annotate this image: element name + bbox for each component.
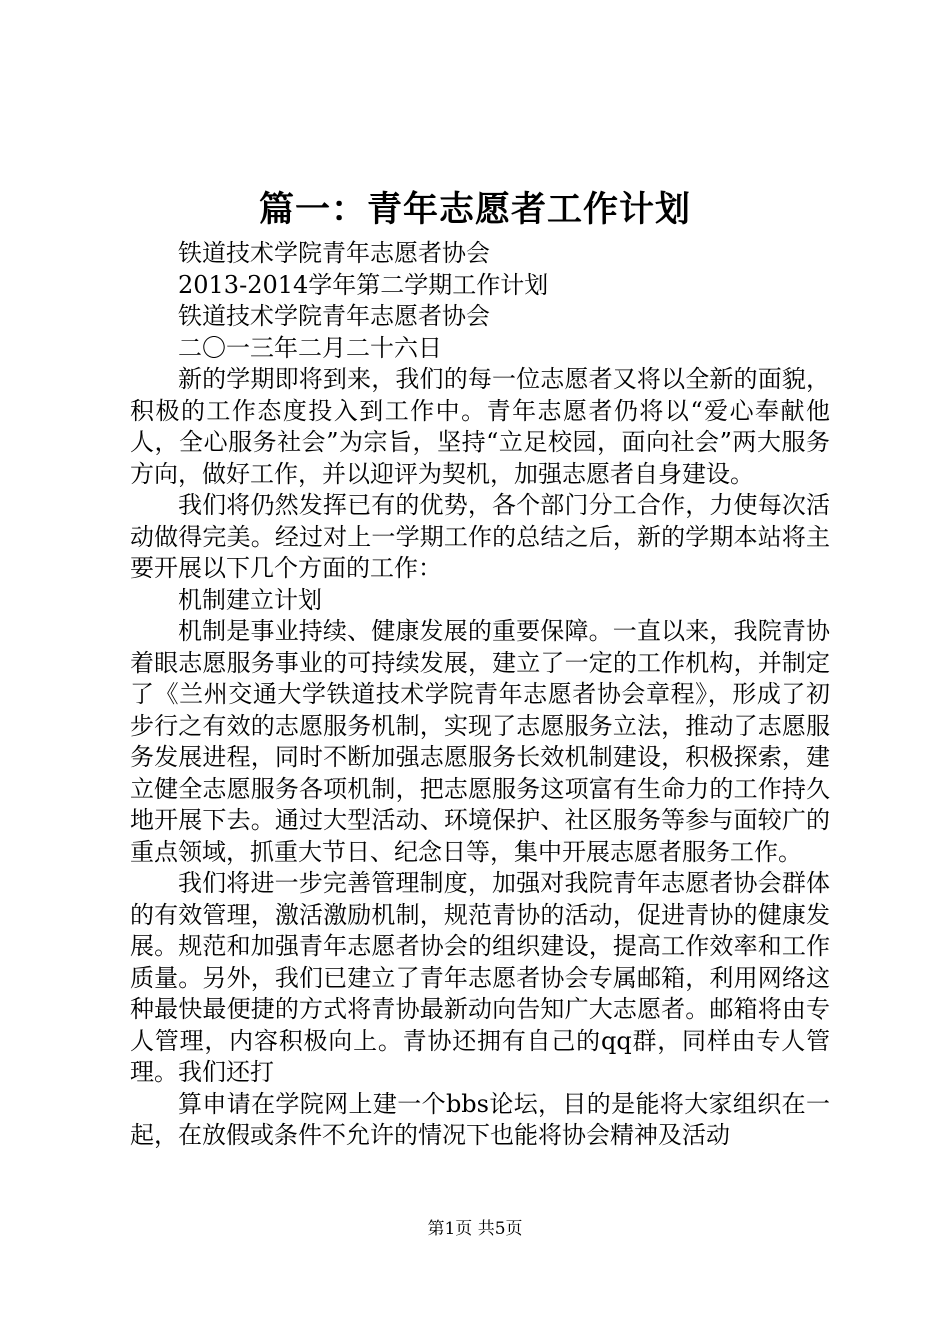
paragraph: 新的学期即将到来，我们的每一位志愿者又将以全新的面貌，积极的工作态度投入到工作中。青年志愿者仍将以“爱心奉献他人，全心服务社会”为宗旨，坚持“立足校园，面向社会”两大服务方向，做好工作，并以迎评为契机，加强志愿者自身建设。 — [130, 365, 830, 488]
paragraph: 铁道技术学院青年志愿者协会 — [178, 302, 490, 330]
paragraph: 二〇一三年二月二十六日 — [178, 333, 442, 362]
document-body — [130, 238, 830, 1152]
page-footer: 第1页 共5页 — [427, 1219, 523, 1239]
paragraph: 2013-2014学年第二学期工作计划 — [178, 270, 549, 299]
section-heading: 机制建立计划 — [178, 585, 322, 614]
paragraph: 机制是事业持续、健康发展的重要保障。一直以来，我院青协着眼志愿服务事业的可持续发展，建立了一定的工作机构，并制定了《兰州交通大学铁道技术学院青年志愿者协会章程》，形成了初步行之有效的志愿服务机制，实现了志愿服务立法，推动了志愿服务发展进程，同时不断加强志愿服务长效机制建设，积极探索，建立健全志愿服务各项机制，把志愿服务这项富有生命力的工作持久地开展下去。通过大型活动、环境保护、社区服务等参与面较广的重点领域，抓重大节日、纪念日等，集中开展志愿者服务工作。 — [130, 617, 830, 866]
paragraph: 算申请在学院网上建一个bbs论坛，目的是能将大家组织在一起，在放假或条件不允许的情况下也能将协会精神及活动 — [130, 1089, 830, 1149]
paragraph: 我们将仍然发挥已有的优势，各个部门分工合作，力使每次活动做得完美。经过对上一学期工作的总结之后，新的学期本站将主要开展以下几个方面的工作： — [130, 491, 830, 582]
paragraph: 我们将进一步完善管理制度，加强对我院青年志愿者协会群体的有效管理，激活激励机制，规范青协的活动，促进青协的健康发展。规范和加强青年志愿者协会的组织建设，提高工作效率和工作质量。另外，我们已建立了青年志愿者协会专属邮箱，利用网络这种最快最便捷的方式将青协最新动向告知广大志愿者。邮箱将由专人管理，内容积极向上。青协还拥有自己的qq群，同样由专人管理。我们还打 — [130, 869, 830, 1086]
paragraph: 铁道技术学院青年志愿者协会 — [178, 239, 490, 267]
document-title: 篇一：青年志愿者工作计划 — [258, 189, 691, 230]
